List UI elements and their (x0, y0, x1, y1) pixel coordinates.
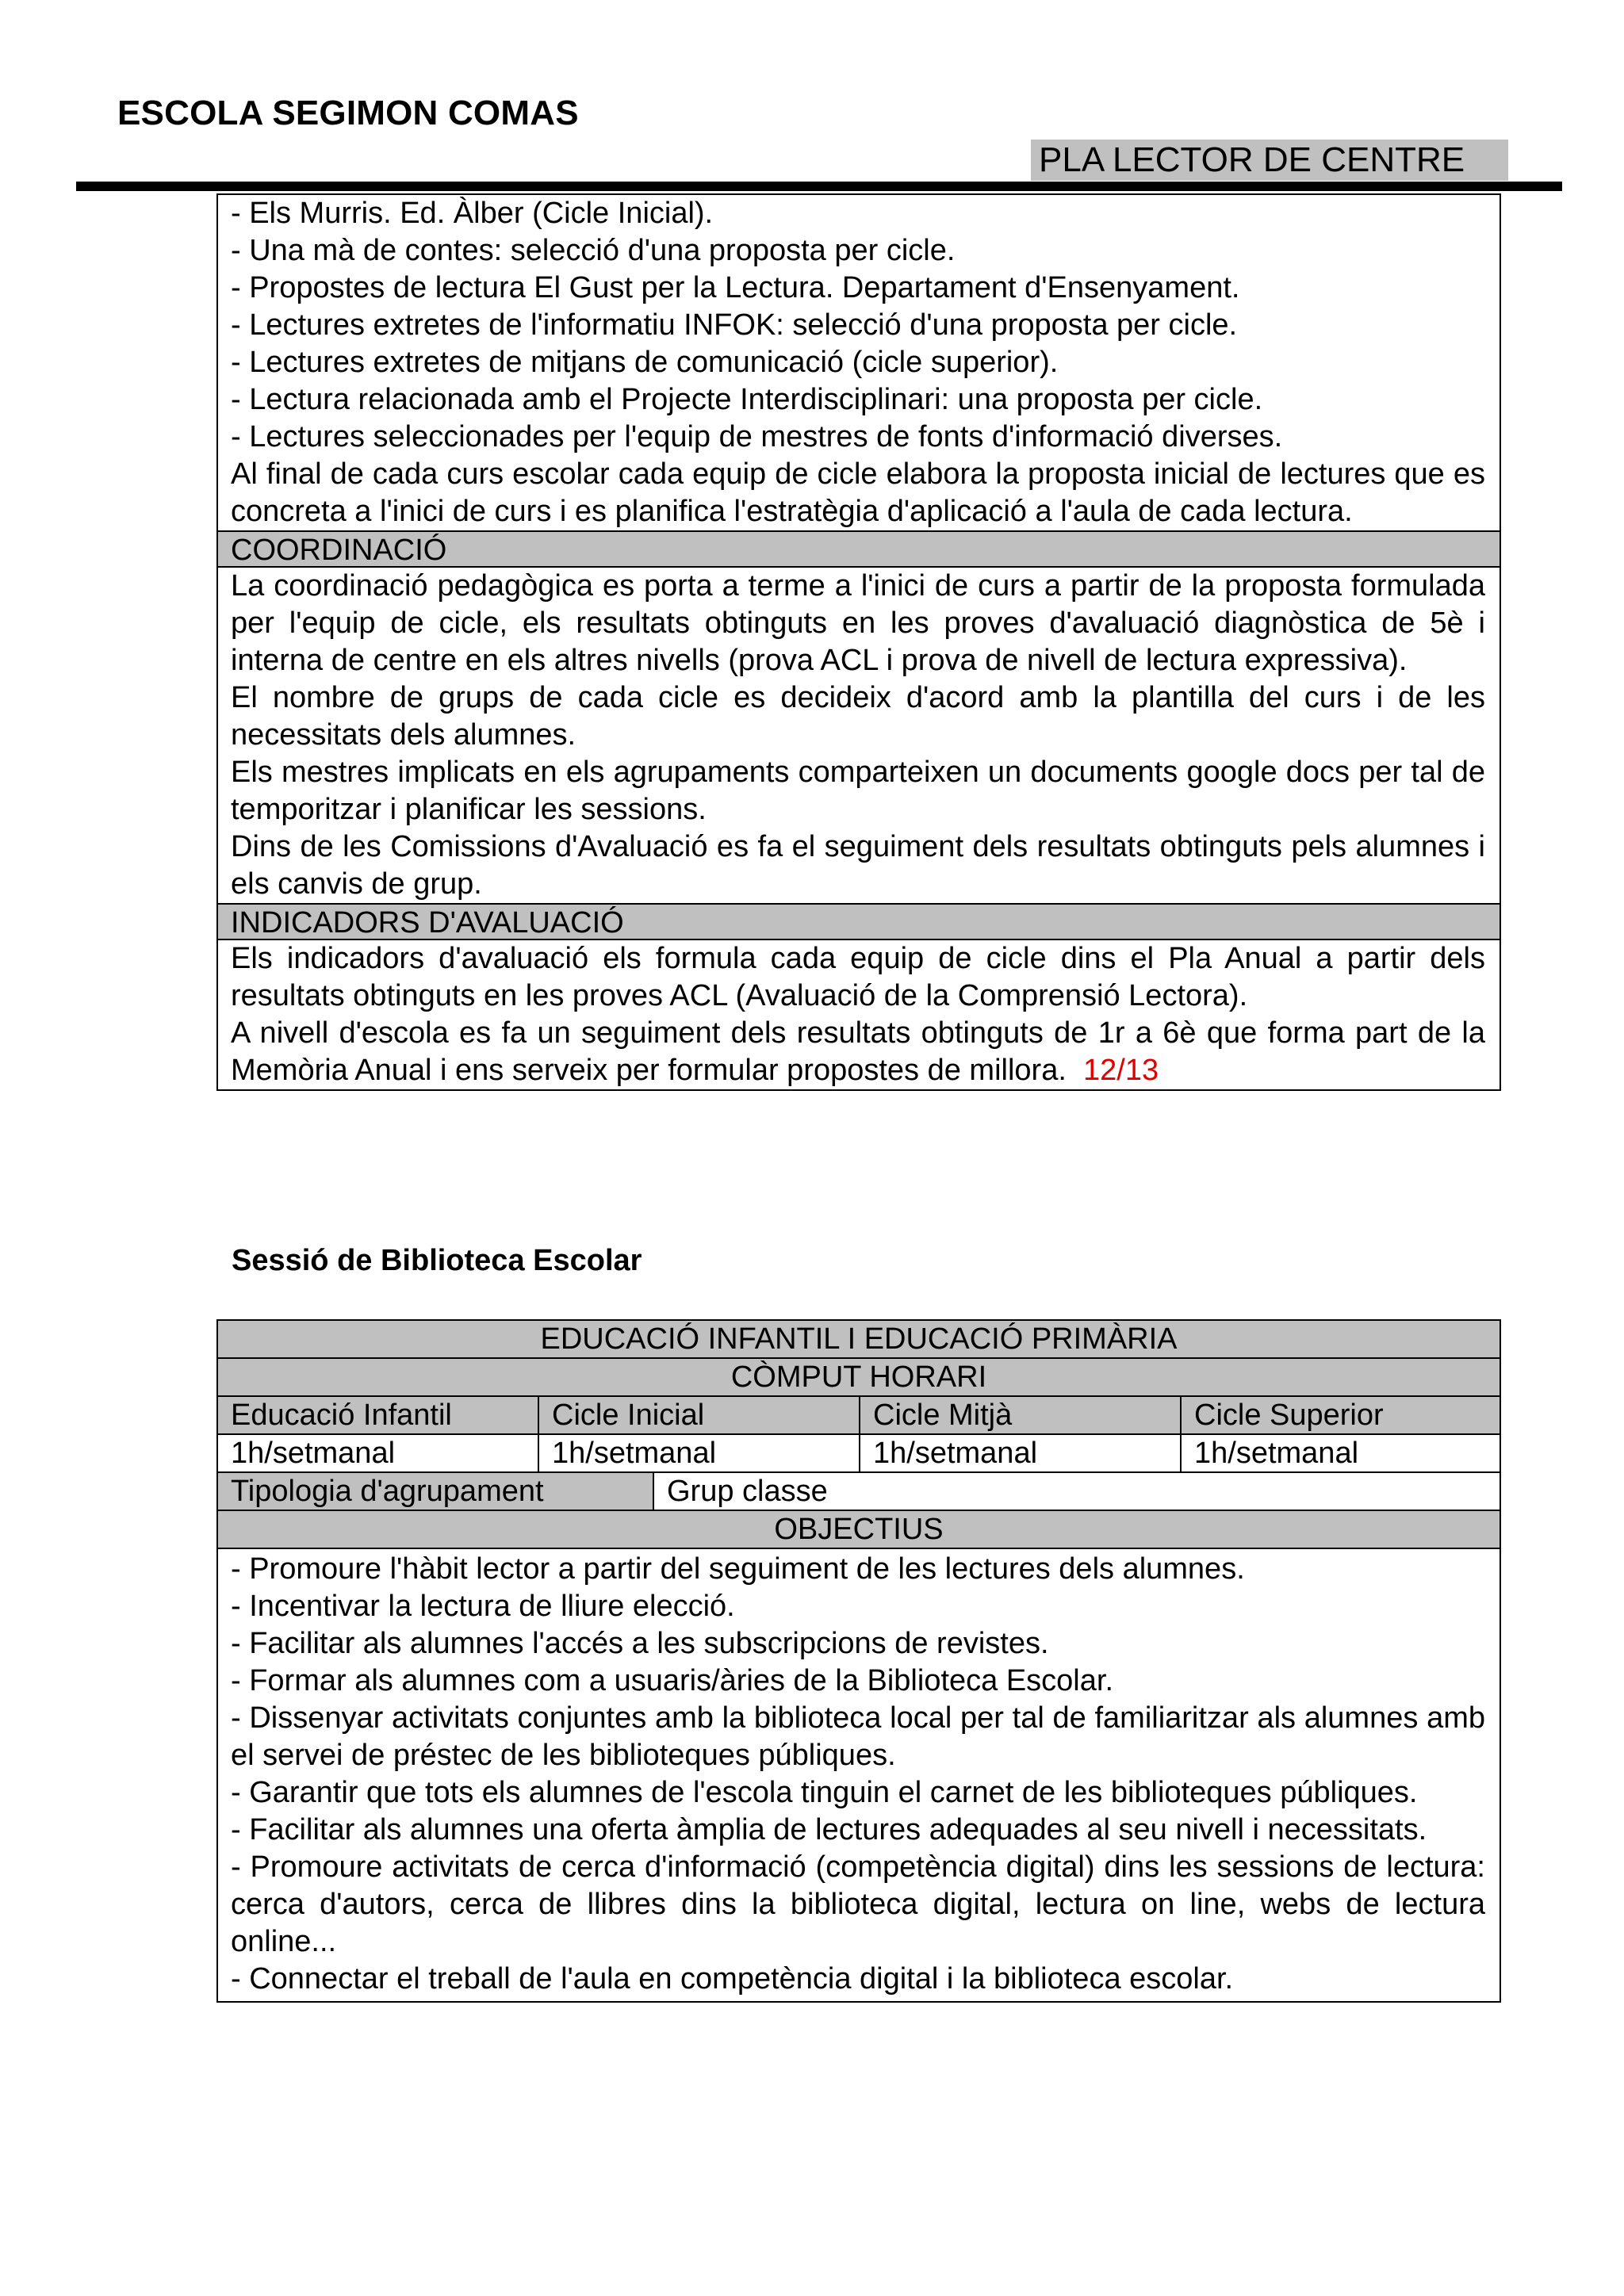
coordination-header: COORDINACIÓ (218, 530, 1500, 568)
paragraph-text: A nivell d'escola es fa un seguiment dels resultats obtinguts de 1r a 6è que forma part de la Memòria Anual i ens serveix per formular propostes de millora. (231, 1016, 1485, 1087)
list-item: - Promoure activitats de cerca d'informació (competència digital) dins les sessions de lectura: cerca d'autors, cerca de llibres dins la biblioteca digital, lectura on line, webs de lectura online... (231, 1850, 1485, 1958)
grouping-label: Tipologia d'agrupament (218, 1473, 654, 1510)
list-item: - Facilitar als alumnes una oferta àmplia de lectures adequades al seu nivell i necessitats. (231, 1813, 1427, 1846)
table-title-row (218, 1321, 1500, 1359)
hours-cell: 1h/setmanal (1194, 1437, 1359, 1470)
list-item: - Lectures seleccionades per l'equip de mestres de fonts d'informació diverses. (231, 420, 1283, 453)
table-title: EDUCACIÓ INFANTIL I EDUCACIÓ PRIMÀRIA (540, 1322, 1178, 1356)
list-item: - Connectar el treball de l'aula en competència digital i la biblioteca escolar. (231, 1962, 1234, 1996)
paragraph: Dins de les Comissions d'Avaluació es fa el seguiment dels resultats obtinguts pels alumnes i els canvis de grup. (231, 830, 1485, 901)
objectives-list (218, 1549, 1500, 2001)
list-item: - Formar als alumnes com a usuaris/àries de la Biblioteca Escolar. (231, 1664, 1114, 1697)
paragraph: La coordinació pedagògica es porta a terme a l'inici de curs a partir de la proposta formulada per l'equip de cicle, els resultats obtinguts en les proves d'avaluació diagnòstica de 5è i interna de centre en els altres nivells (prova ACL i prova de nivell de lectura expressiva). (231, 569, 1485, 677)
plan-title: PLA LECTOR DE CENTRE (1031, 140, 1508, 181)
paragraph: El nombre de grups de cada cicle es decideix d'acord amb la plantilla del curs i de les necessitats dels alumnes. (231, 681, 1485, 752)
cycle-header: Cicle Inicial (539, 1397, 860, 1433)
hours-cell: 1h/setmanal (539, 1435, 860, 1471)
header-rule (76, 182, 1562, 191)
table-subtitle-row (218, 1359, 1500, 1397)
list-item: - Dissenyar activitats conjuntes amb la biblioteca local per tal de familiaritzar als alumnes amb el servei de préstec de les biblioteques públiques. (231, 1701, 1485, 1772)
cycle-header: Cicle Mitjà (860, 1397, 1182, 1433)
hours-row (218, 1435, 1500, 1473)
list-item: - Incentivar la lectura de lliure elecció. (231, 1590, 735, 1623)
paragraph: Els mestres implicats en els agrupaments comparteixen un documents google docs per tal de temporitzar i planificar les sessions. (231, 756, 1485, 826)
page-number: 12/13 (1083, 1054, 1159, 1087)
cycles-row (218, 1397, 1500, 1435)
list-item: - Una mà de contes: selecció d'una proposta per cicle. (231, 234, 956, 267)
reading-plan-table (216, 193, 1501, 1091)
paragraph: Els indicadors d'avaluació els formula cada equip de cicle dins el Pla Anual a partir dels resultats obtinguts en les proves ACL (Avaluació de la Comprensió Lectora). (231, 942, 1485, 1012)
cycle-header: Cicle Superior (1194, 1399, 1384, 1432)
table-subtitle: CÒMPUT HORARI (730, 1360, 987, 1394)
paragraph: Al final de cada curs escolar cada equip de cicle elabora la proposta inicial de lectures que es concreta a l'inici de curs i es planifica l'estratègia d'aplicació a l'aula de cada lectura. (231, 457, 1485, 528)
list-item: - Lectures extretes de l'informatiu INFOK: selecció d'una proposta per cicle. (231, 308, 1238, 342)
hours-cell: 1h/setmanal (218, 1435, 539, 1471)
indicators-header: INDICADORS D'AVALUACIÓ (218, 903, 1500, 940)
reading-list-section (218, 195, 1500, 530)
indicators-section (218, 940, 1500, 1089)
list-item: - Propostes de lectura El Gust per la Lectura. Departament d'Ensenyament. (231, 271, 1240, 304)
grouping-value: Grup classe (667, 1475, 828, 1508)
school-name: ESCOLA SEGIMON COMAS (117, 94, 579, 132)
grouping-row (218, 1473, 1500, 1511)
cycle-header: Educació Infantil (218, 1397, 539, 1433)
objectives-header-row (218, 1511, 1500, 1549)
list-item: - Lectura relacionada amb el Projecte Interdisciplinari: una proposta per cicle. (231, 383, 1263, 416)
list-item: - Garantir que tots els alumnes de l'escola tinguin el carnet de les biblioteques públiques. (231, 1776, 1418, 1809)
paragraph (231, 1015, 1485, 1089)
list-item: - Els Murris. Ed. Àlber (Cicle Inicial). (231, 197, 714, 230)
list-item: - Lectures extretes de mitjans de comunicació (cicle superior). (231, 346, 1059, 379)
list-item: - Facilitar als alumnes l'accés a les subscripcions de revistes. (231, 1627, 1049, 1660)
objectives-header: OBJECTIUS (774, 1513, 944, 1546)
coordination-section (218, 568, 1500, 903)
library-session-table (216, 1319, 1501, 2003)
section-title: Sessió de Biblioteca Escolar (232, 1244, 642, 1277)
list-item: - Promoure l'hàbit lector a partir del seguiment de les lectures dels alumnes. (231, 1552, 1245, 1586)
hours-cell: 1h/setmanal (860, 1435, 1182, 1471)
